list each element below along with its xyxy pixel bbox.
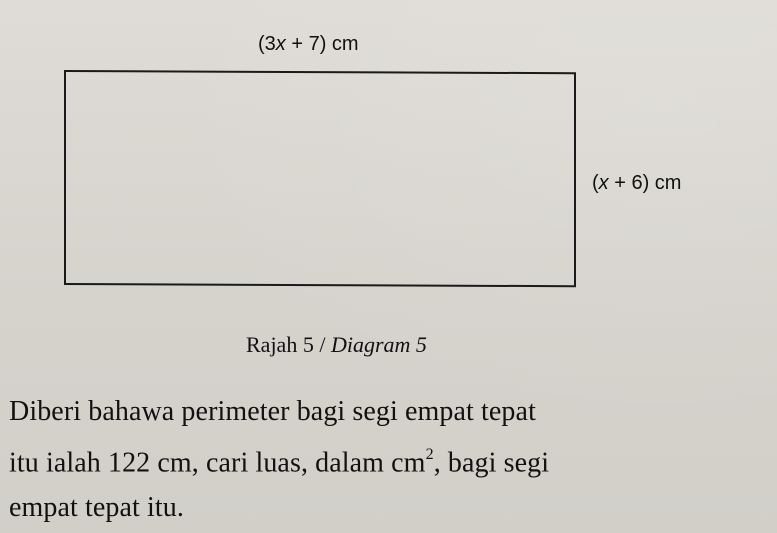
question-line-2-part-2: , bagi segi bbox=[433, 447, 550, 479]
rectangle-diagram bbox=[64, 70, 576, 287]
width-label-variable: x bbox=[275, 33, 286, 55]
question-line-2-part-1: itu ialah 122 cm, cari luas, dalam cm bbox=[9, 447, 426, 479]
question-text bbox=[9, 389, 769, 530]
rectangle-width-label bbox=[258, 33, 359, 56]
caption-english: Diagram 5 bbox=[330, 332, 427, 357]
question-line-1: Diberi bahawa perimeter bagi segi empat tepat bbox=[9, 396, 536, 427]
unit-exponent: 2 bbox=[425, 446, 434, 463]
diagram-caption bbox=[246, 332, 427, 358]
height-label-variable: x bbox=[598, 172, 609, 194]
caption-malay: Rajah 5 / bbox=[246, 332, 331, 357]
height-label-suffix: + 6) cm bbox=[608, 172, 682, 194]
rectangle-height-label bbox=[592, 172, 681, 195]
question-line-2 bbox=[9, 434, 769, 485]
width-label-suffix: + 7) cm bbox=[285, 33, 359, 55]
height-label-prefix: ( bbox=[592, 172, 599, 194]
question-line-3: empat tepat itu. bbox=[9, 492, 184, 524]
width-label-prefix: (3 bbox=[258, 33, 276, 55]
